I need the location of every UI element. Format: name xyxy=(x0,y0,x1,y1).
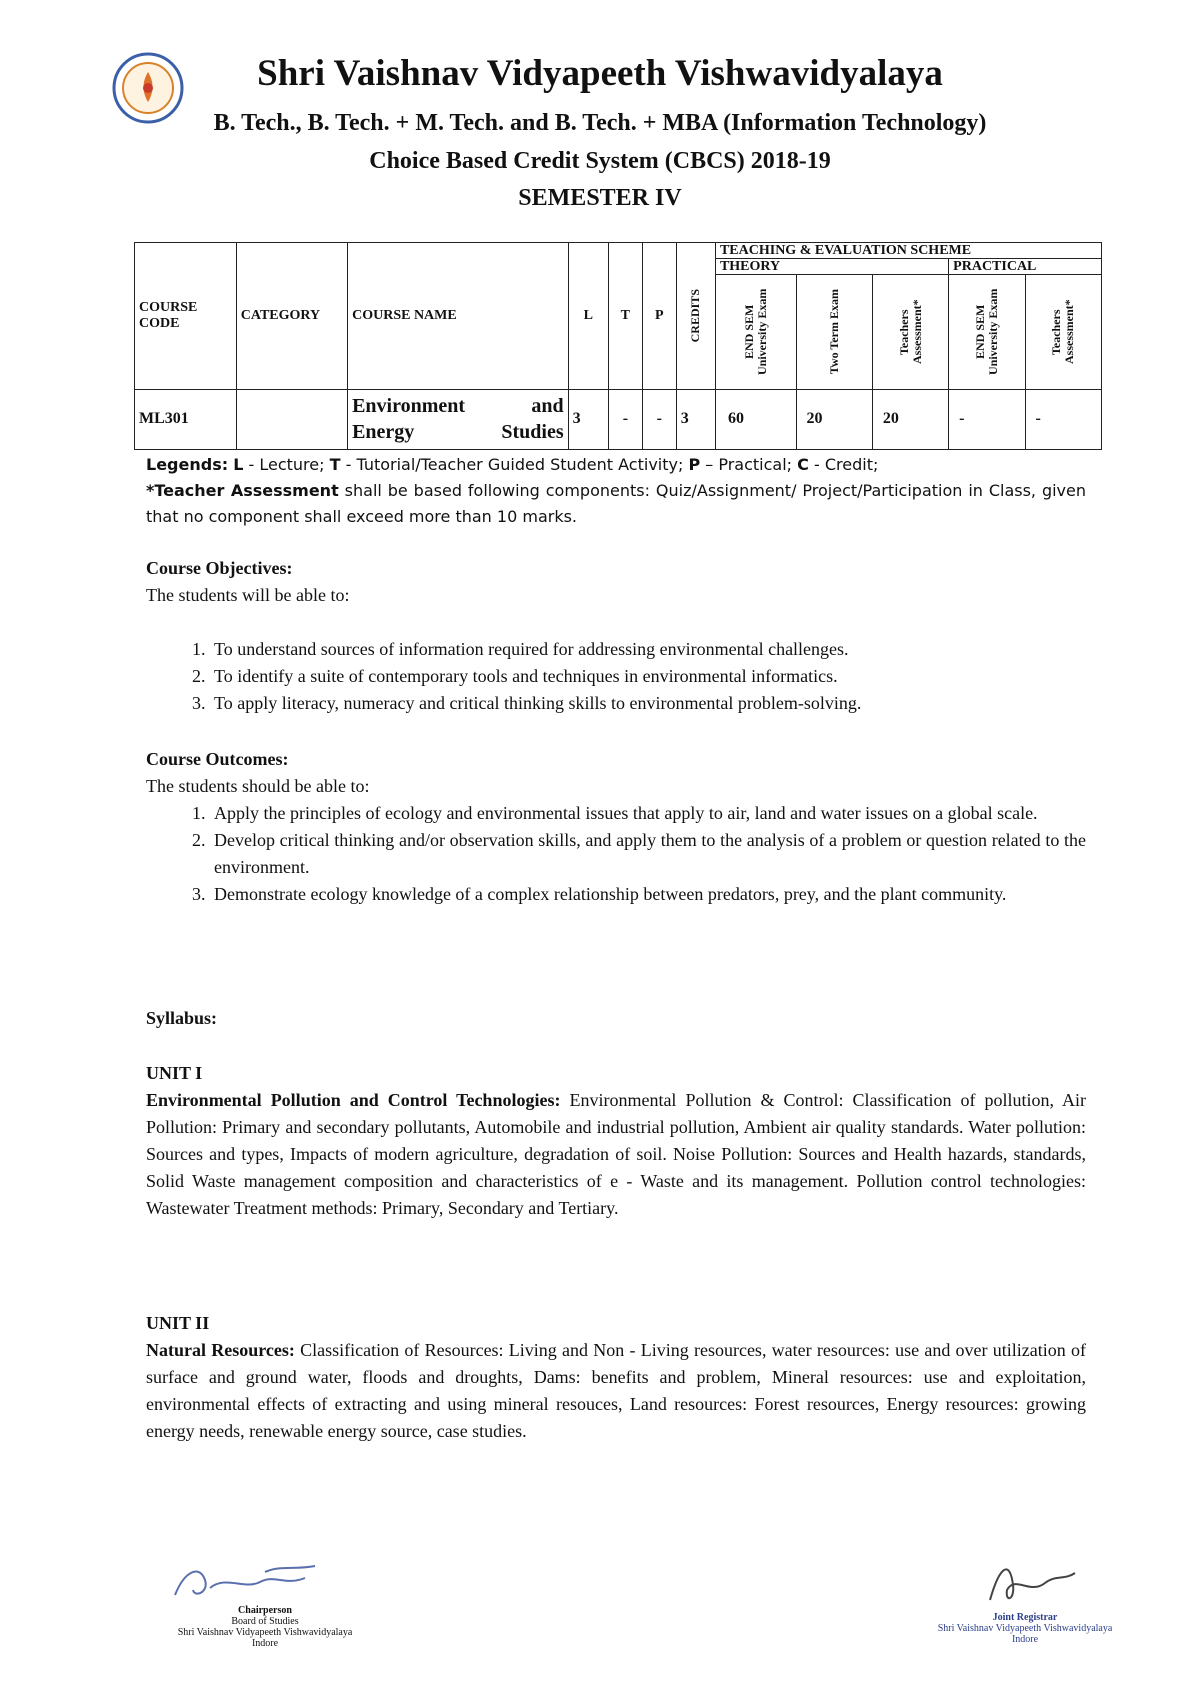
unit-2-lead: Natural Resources: xyxy=(146,1340,295,1360)
header-theory: THEORY xyxy=(715,259,948,275)
unit-1-lead: Environmental Pollution and Control Technologies: xyxy=(146,1090,561,1110)
cell-teachers-practical: - xyxy=(1025,389,1102,449)
objectives-list xyxy=(146,636,1086,717)
registrar-signature xyxy=(975,1555,1085,1610)
header-credits-cell xyxy=(676,243,715,390)
syllabus-title: Syllabus: xyxy=(146,1008,218,1028)
legend-c-key: C xyxy=(797,455,809,474)
header-teachers-theory: Teachers Assessment* xyxy=(896,299,924,365)
header-scheme: TEACHING & EVALUATION SCHEME xyxy=(715,243,1101,259)
header-course-name: COURSE NAME xyxy=(348,243,569,390)
objectives-title: Course Objectives: xyxy=(146,558,293,578)
university-name: Shri Vaishnav Vidyapeeth Vishwavidyalaya xyxy=(257,53,943,94)
cell-course-name: Environment and Energy Studies xyxy=(348,389,569,449)
chairperson-block xyxy=(150,1605,380,1649)
header-teachers-theory-cell xyxy=(872,275,948,390)
evaluation-scheme-table xyxy=(134,242,1102,450)
list-item: 3. To apply literacy, numeracy and critical thinking skills to environmental problem-solving. xyxy=(210,690,1086,717)
teacher-assessment-text: shall be based following components: Quiz/Assignment/ Project/Participation in Class, given that no component shall exceed more than 10 marks. xyxy=(146,481,1086,526)
chairperson-line-3: Indore xyxy=(251,1638,279,1649)
outcomes-title: Course Outcomes: xyxy=(146,749,289,769)
header-t: T xyxy=(608,243,642,390)
list-item: 3. Demonstrate ecology knowledge of a complex relationship between predators, prey, and the plant community. xyxy=(210,881,1086,908)
header-category: CATEGORY xyxy=(236,243,347,390)
header-course-code: COURSE CODE xyxy=(135,243,237,390)
unit-2-body xyxy=(146,1337,1086,1445)
header-credits: CREDITS xyxy=(688,289,703,343)
unit-1-text: Environmental Pollution & Control: Classification of pollution, Air Pollution: Primary and secondary pollutants, Automobile and industrial pollution, Ambient air quality standards. Water pollution: Sources and types, Impacts of modern agriculture, degradation of soil. Noise Pollution: Sources and Health hazards, standards, Solid Waste management composition and characteristics of e - Waste and its management. Pollution control technologies: Wastewater Treatment methods: Primary, Secondary and Tertiary. xyxy=(146,1090,1086,1218)
chairperson-signature xyxy=(165,1560,335,1605)
objectives-intro: The students will be able to: xyxy=(146,585,350,605)
legend-p-text: – Practical; xyxy=(700,455,798,474)
cell-two-term: 20 xyxy=(796,389,872,449)
list-item: 1. To understand sources of information required for addressing environmental challenges. xyxy=(210,636,1086,663)
header-end-sem-theory: END SEM University Exam xyxy=(741,288,769,376)
cell-category xyxy=(236,389,347,449)
registrar-block xyxy=(930,1612,1120,1645)
unit-2-heading: UNIT II xyxy=(146,1313,210,1333)
legend-t-text: - Tutorial/Teacher Guided Student Activity; xyxy=(340,455,689,474)
header-two-term: Two Term Exam xyxy=(826,289,841,375)
cell-teachers-theory: 20 xyxy=(872,389,948,449)
course-outcomes-section xyxy=(146,746,1086,908)
header-p: P xyxy=(642,243,676,390)
list-item: 2. To identify a suite of contemporary tools and techniques in environmental informatics. xyxy=(210,663,1086,690)
cell-end-sem-theory: 60 xyxy=(715,389,796,449)
table-row xyxy=(135,389,1102,449)
chairperson-line-2: Shri Vaishnav Vidyapeeth Vishwavidyalaya xyxy=(177,1627,353,1638)
legend-t-key: T xyxy=(329,455,341,474)
legends-block xyxy=(146,452,1086,530)
teacher-assessment-key: *Teacher Assessment xyxy=(146,481,339,500)
cell-l: 3 xyxy=(568,389,608,449)
outcomes-intro: The students should be able to: xyxy=(146,776,370,796)
program-title: B. Tech., B. Tech. + M. Tech. and B. Tech. + MBA (Information Technology) xyxy=(213,110,987,136)
header-teachers-practical: Teachers Assessment* xyxy=(1049,299,1077,365)
cell-t: - xyxy=(608,389,642,449)
list-item: 1. Apply the principles of ecology and environmental issues that apply to air, land and water issues on a global scale. xyxy=(210,800,1086,827)
header-teachers-practical-cell xyxy=(1025,275,1102,390)
list-item: 2. Develop critical thinking and/or observation skills, and apply them to the analysis of a problem or question related to the environment. xyxy=(210,827,1086,881)
registrar-line-2: Indore xyxy=(1011,1634,1039,1645)
outcomes-list xyxy=(146,800,1086,908)
chairperson-line-1: Board of Studies xyxy=(231,1616,299,1627)
legend-l-text: - Lecture; xyxy=(243,455,330,474)
unit-1-heading: UNIT I xyxy=(146,1063,203,1083)
header-end-sem-practical: END SEM University Exam xyxy=(972,288,1000,376)
cell-credits: 3 xyxy=(676,389,715,449)
unit-2-text: Classification of Resources: Living and Non - Living resources, water resources: use and over utilization of surface and ground water, floods and droughts, Dams: benefits and problem, Mineral resources: use and exploitation, environmental effects of extracting and using mineral resouces, Land resources: Forest resources, Energy resources: growing energy needs, renewable energy source, case studies. xyxy=(146,1340,1086,1441)
course-objectives-section xyxy=(146,555,1086,717)
teacher-assessment-note xyxy=(146,478,1086,530)
registrar-title: Joint Registrar xyxy=(992,1612,1058,1623)
header-end-sem-practical-cell xyxy=(949,275,1025,390)
unit-2-section xyxy=(146,1310,1086,1445)
cell-course-code: ML301 xyxy=(135,389,237,449)
header-practical: PRACTICAL xyxy=(949,259,1102,275)
unit-1-body xyxy=(146,1087,1086,1222)
cbcs-title: Choice Based Credit System (CBCS) 2018-19 xyxy=(369,148,831,174)
legend-label: Legends: xyxy=(146,455,229,474)
registrar-line-1: Shri Vaishnav Vidyapeeth Vishwavidyalaya xyxy=(937,1623,1113,1634)
legend-p-key: P xyxy=(688,455,701,474)
header-two-term-cell xyxy=(796,275,872,390)
chairperson-title: Chairperson xyxy=(238,1605,292,1616)
legend-l-key: L xyxy=(233,455,244,474)
cell-p: - xyxy=(642,389,676,449)
header-end-sem-theory-cell xyxy=(715,275,796,390)
cell-end-sem-practical: - xyxy=(949,389,1025,449)
semester-title: SEMESTER IV xyxy=(518,185,682,211)
legend-line xyxy=(146,452,1086,478)
legend-c-text: - Credit; xyxy=(808,455,879,474)
header-l: L xyxy=(568,243,608,390)
unit-1-section xyxy=(146,1060,1086,1222)
